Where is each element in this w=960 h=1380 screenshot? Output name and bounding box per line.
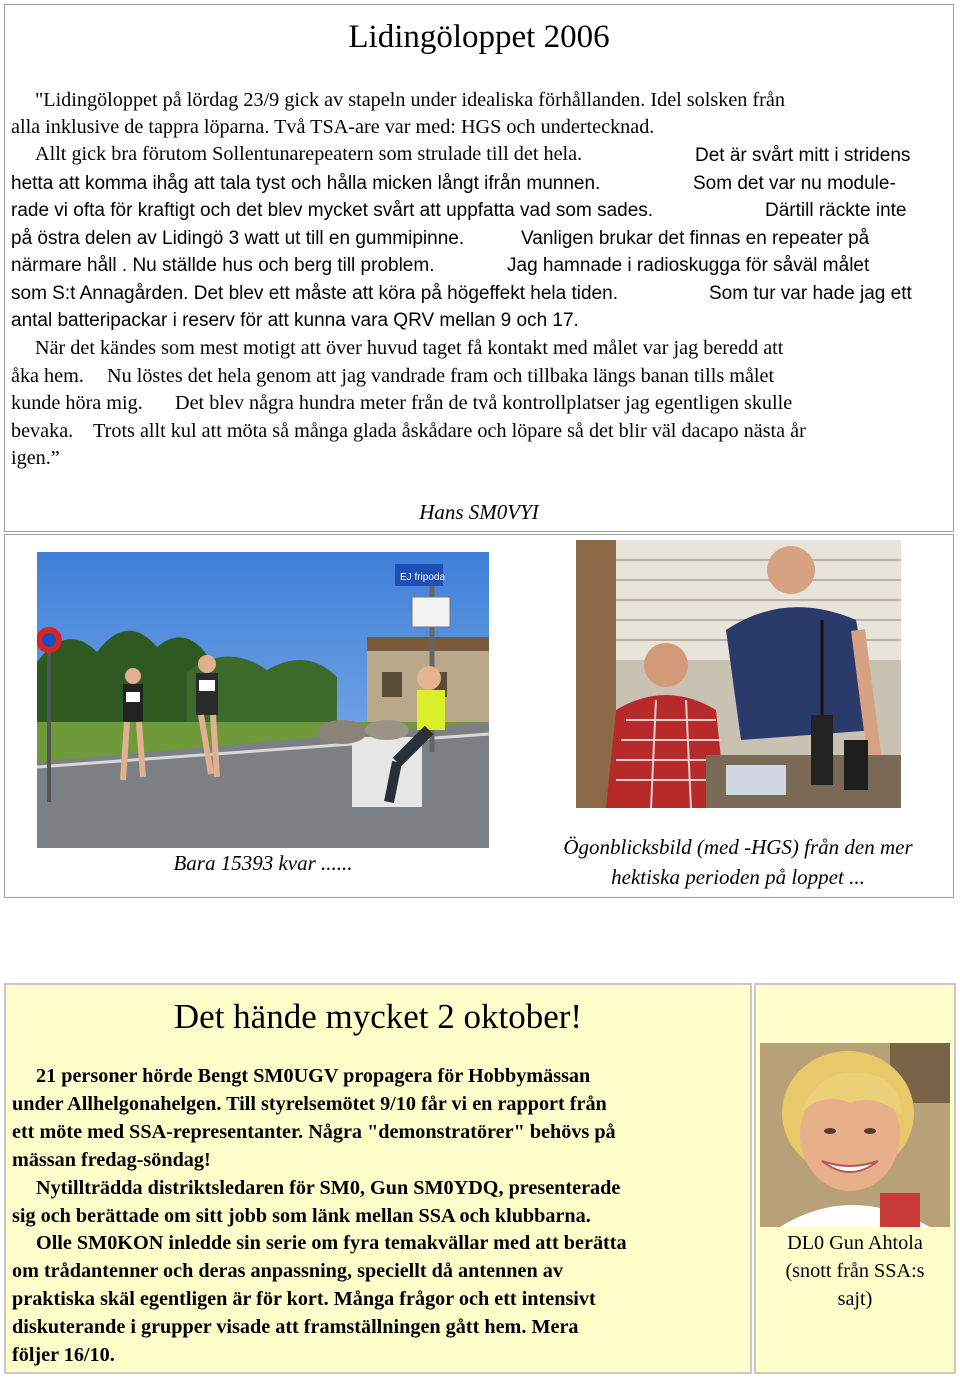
runners-photo bbox=[37, 552, 489, 848]
news-box bbox=[4, 983, 752, 1374]
right-photo-caption-line-2: hektiska perioden på loppet ... bbox=[611, 865, 865, 889]
portrait-caption bbox=[756, 1229, 954, 1313]
article-line: kunde höra mig. bbox=[11, 392, 143, 414]
portrait-photo-image bbox=[760, 1043, 950, 1227]
portrait-caption-line-2: (snott från SSA:s bbox=[785, 1260, 925, 1282]
news-line: 21 personer hörde Bengt SM0UGV propagera för Hobbymässan bbox=[36, 1065, 591, 1087]
article-line: Allt gick bra förutom Sollentunarepeatern som strulade till det hela. bbox=[35, 143, 583, 165]
right-photo-caption-line-1: Ögonblicksbild (med -HGS) från den mer bbox=[563, 835, 913, 859]
news-line: Olle SM0KON inledde sin serie om fyra temakvällar med att berätta bbox=[36, 1232, 627, 1254]
article-line: igen.” bbox=[11, 447, 60, 469]
news-line: Nytillträdda distriktsledaren för SM0, Gun SM0YDQ, presenterade bbox=[36, 1177, 621, 1199]
article-box bbox=[4, 4, 954, 532]
news-title: Det hände mycket 2 oktober! bbox=[173, 997, 583, 1036]
news-line: praktiska skäl egentligen är för kort. Många frågor och ett intensivt bbox=[12, 1288, 596, 1310]
article-line: antal batteripackar i reserv för att kunna vara QRV mellan 9 och 17. bbox=[11, 310, 579, 331]
article-signature: Hans SM0VYI bbox=[419, 500, 539, 524]
article-line: Som tur var hade jag ett bbox=[709, 283, 912, 304]
article-line: på östra delen av Lidingö 3 watt ut till en gummipinne. bbox=[11, 228, 465, 249]
article-line: Vanligen brukar det finnas en repeater på bbox=[521, 228, 870, 249]
article-line: När det kändes som mest motigt att över huvud taget få kontakt med målet var jag beredd att bbox=[35, 337, 784, 359]
article-line: alla inklusive de tappra löparna. Två TSA-are var med: HGS och undertecknad. bbox=[11, 116, 655, 138]
article-line: bevaka. bbox=[11, 420, 74, 442]
news-line: diskuterande i grupper visade att framställningen gått hem. Mera bbox=[12, 1316, 579, 1338]
news-line: under Allhelgonahelgen. Till styrelsemötet 9/10 får vi en rapport från bbox=[12, 1093, 607, 1115]
article-line: som S:t Annagården. Det blev ett måste att köra på högeffekt hela tiden. bbox=[11, 283, 618, 304]
article-line: Nu löstes det hela genom att jag vandrade fram och tillbaka längs banan tills målet bbox=[107, 365, 775, 387]
article-line: Det är svårt mitt i stridens bbox=[695, 145, 911, 166]
article-line: Jag hamnade i radioskugga för såväl målet bbox=[507, 255, 870, 276]
portrait-photo bbox=[760, 1043, 950, 1227]
news-line: sig och berättade om sitt jobb som länk mellan SSA och klubbarna. bbox=[12, 1205, 591, 1227]
article-line: rade vi ofta för kraftigt och det blev mycket svårt att uppfatta vad som sades. bbox=[11, 200, 654, 221]
news-line: om trådantenner och deras anpassning, speciellt då antennen av bbox=[12, 1260, 563, 1282]
article-line: Som det var nu module- bbox=[693, 173, 896, 194]
article-line: "Lidingöloppet på lördag 23/9 gick av stapeln under idealiska förhållanden. Idel solsken från bbox=[35, 89, 785, 111]
news-line: mässan fredag-söndag! bbox=[12, 1149, 211, 1171]
article-line: Därtill räckte inte bbox=[765, 200, 907, 221]
article-line: närmare håll . Nu ställde hus och berg till problem. bbox=[11, 255, 435, 276]
side-box bbox=[754, 983, 956, 1374]
article-line: hetta att komma ihåg att tala tyst och hålla micken långt ifrån munnen. bbox=[11, 173, 601, 194]
article-line: Det blev några hundra meter från de två kontrollplatser jag egentligen skulle bbox=[175, 392, 793, 414]
radio-operators-photo-image bbox=[576, 540, 901, 808]
article-line: Trots allt kul att möta så många glada åskådare och löpare så det blir väl dacapo nästa år bbox=[93, 420, 806, 442]
article-line: åka hem. bbox=[11, 365, 84, 387]
portrait-caption-line-1: DL0 Gun Ahtola bbox=[787, 1232, 923, 1254]
news-line: följer 16/10. bbox=[12, 1344, 115, 1366]
article-title: Lidingöloppet 2006 bbox=[348, 19, 610, 55]
runners-photo-image bbox=[37, 552, 489, 848]
portrait-caption-line-3: sajt) bbox=[837, 1288, 873, 1310]
left-photo-caption: Bara 15393 kvar ...... bbox=[173, 851, 353, 875]
photo-row bbox=[4, 534, 954, 898]
radio-operators-photo bbox=[576, 540, 901, 808]
news-line: ett möte med SSA-representanter. Några "demonstratörer" behövs på bbox=[12, 1121, 616, 1143]
street-sign-text: EJ fripoda bbox=[400, 572, 446, 583]
